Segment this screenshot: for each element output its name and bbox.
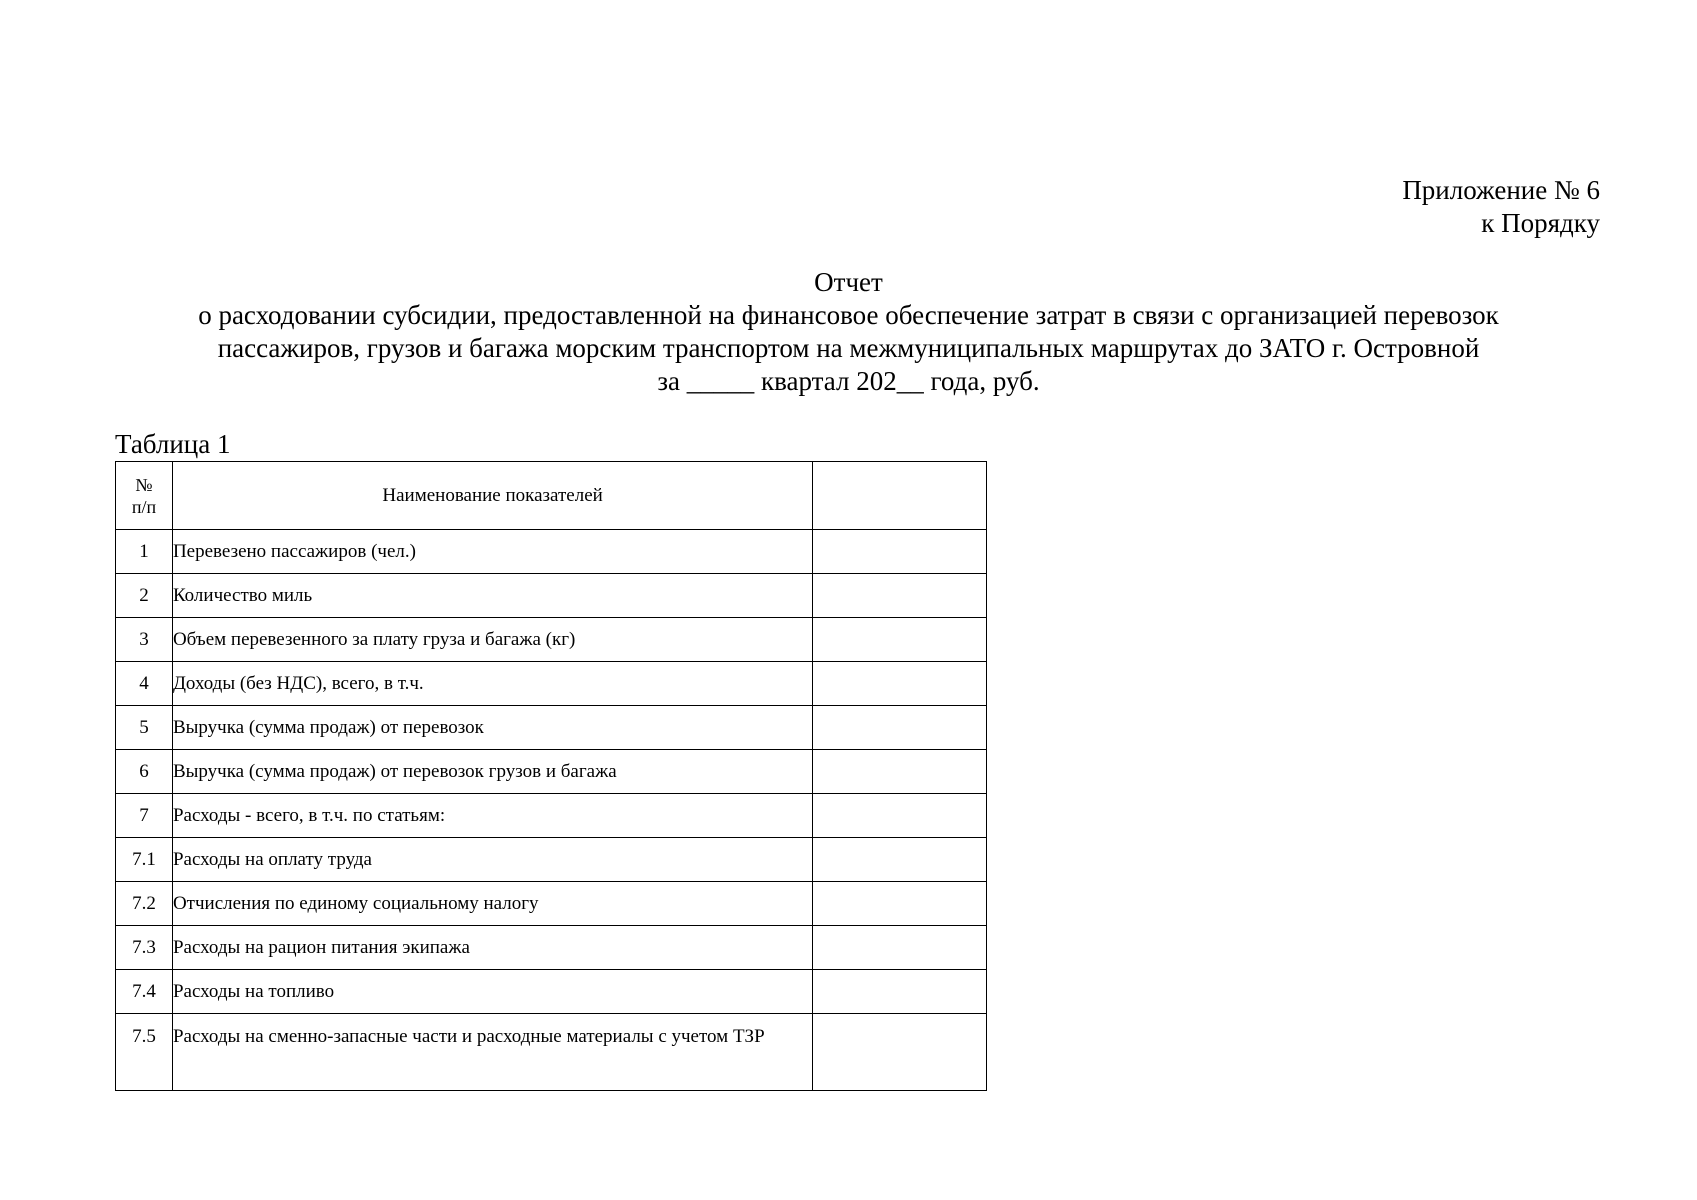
- row-number: 7.3: [116, 926, 173, 970]
- row-number: 3: [116, 618, 173, 662]
- appendix-reference: [1402, 174, 1600, 240]
- appendix-to-order: к Порядку: [1481, 208, 1600, 238]
- row-value-cell: [813, 530, 987, 574]
- table-row: [116, 926, 987, 970]
- table-row: [116, 882, 987, 926]
- row-indicator-name: Расходы - всего, в т.ч. по статьям:: [172, 794, 812, 838]
- row-indicator-name: Доходы (без НДС), всего, в т.ч.: [172, 662, 812, 706]
- row-value-cell: [813, 750, 987, 794]
- table-row: [116, 574, 987, 618]
- table-header-row: [116, 462, 987, 530]
- indicators-table: [115, 461, 987, 1091]
- table-row: [116, 706, 987, 750]
- row-number: 2: [116, 574, 173, 618]
- row-value-cell: [813, 838, 987, 882]
- appendix-number: Приложение № 6: [1402, 175, 1600, 205]
- row-value-cell: [813, 1014, 987, 1091]
- row-number: 6: [116, 750, 173, 794]
- table-row: [116, 618, 987, 662]
- row-value-cell: [813, 618, 987, 662]
- header-number-abbrev: п/п: [131, 496, 157, 517]
- table-row: [116, 662, 987, 706]
- header-value: [813, 462, 987, 530]
- row-number: 7.5: [116, 1014, 173, 1091]
- table-caption: Таблица 1: [115, 429, 231, 459]
- report-title: Отчет: [814, 267, 883, 297]
- row-value-cell: [813, 794, 987, 838]
- row-indicator-name: Расходы на оплату труда: [172, 838, 812, 882]
- row-number: 7: [116, 794, 173, 838]
- row-number: 5: [116, 706, 173, 750]
- row-indicator-name: Выручка (сумма продаж) от перевозок: [172, 706, 812, 750]
- row-value-cell: [813, 706, 987, 750]
- table-row: [116, 794, 987, 838]
- table-row: [116, 750, 987, 794]
- row-number: 7.2: [116, 882, 173, 926]
- row-number: 7.1: [116, 838, 173, 882]
- report-heading: [0, 266, 1697, 398]
- row-indicator-name: Расходы на топливо: [172, 970, 812, 1014]
- row-indicator-name: Объем перевезенного за плату груза и багажа (кг): [172, 618, 812, 662]
- row-indicator-name: Отчисления по единому социальному налогу: [172, 882, 812, 926]
- table-row: [116, 530, 987, 574]
- header-indicator-name: Наименование показателей: [172, 462, 812, 530]
- table-row: [116, 838, 987, 882]
- row-indicator-name: Расходы на рацион питания экипажа: [172, 926, 812, 970]
- header-number-sign: №: [135, 474, 153, 495]
- row-indicator-name: Перевезено пассажиров (чел.): [172, 530, 812, 574]
- row-value-cell: [813, 574, 987, 618]
- row-indicator-name: Расходы на сменно-запасные части и расходные материалы с учетом ТЗР: [172, 1014, 812, 1091]
- report-period-line: за _____ квартал 202__ года, руб.: [657, 366, 1040, 396]
- row-value-cell: [813, 882, 987, 926]
- row-number: 1: [116, 530, 173, 574]
- report-subtitle-line-2: пассажиров, грузов и багажа морским транспортом на межмуниципальных маршрутах до ЗАТО г. Островной: [217, 333, 1480, 363]
- report-subtitle-line-1: о расходовании субсидии, предоставленной на финансовое обеспечение затрат в связи с организацией перевозок: [198, 300, 1499, 330]
- table-row: [116, 970, 987, 1014]
- header-row-number: [116, 462, 173, 530]
- row-value-cell: [813, 970, 987, 1014]
- table-row: [116, 1014, 987, 1091]
- row-indicator-name: Выручка (сумма продаж) от перевозок грузов и багажа: [172, 750, 812, 794]
- row-number: 4: [116, 662, 173, 706]
- row-number: 7.4: [116, 970, 173, 1014]
- row-value-cell: [813, 662, 987, 706]
- row-indicator-name: Количество миль: [172, 574, 812, 618]
- row-value-cell: [813, 926, 987, 970]
